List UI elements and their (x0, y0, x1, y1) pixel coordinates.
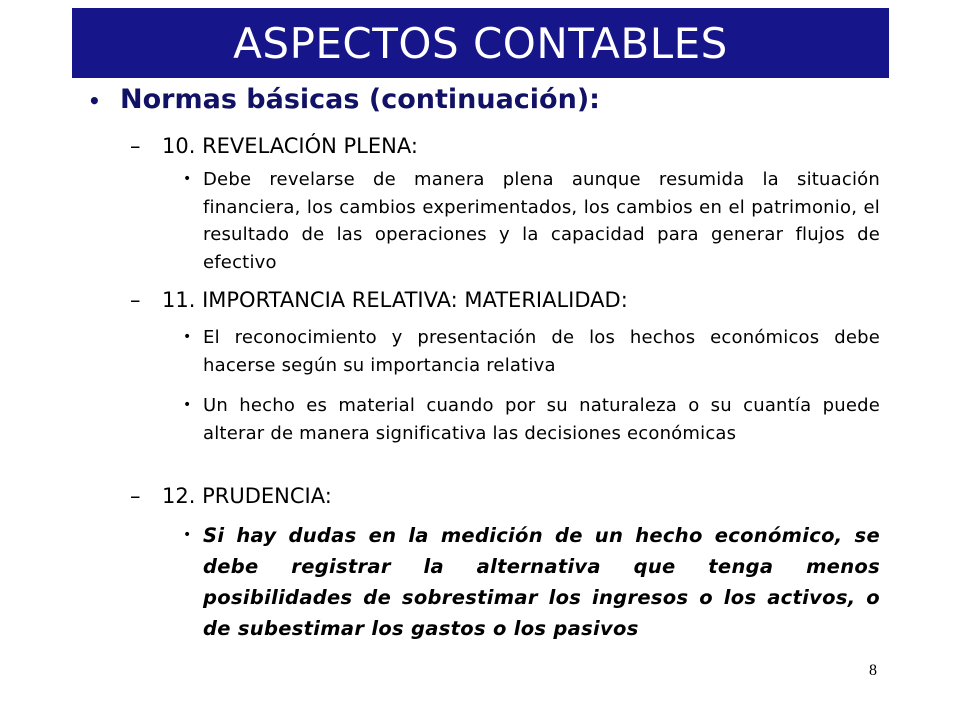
bullet: • (183, 527, 192, 543)
list-item (183, 324, 880, 379)
section-heading-text: 10. REVELACIÓN PLENA: (162, 134, 418, 158)
page-number: 8 (869, 662, 877, 679)
slide-title: ASPECTOS CONTABLES (233, 18, 728, 68)
bullet: • (88, 89, 101, 113)
bullet: • (183, 171, 192, 187)
bullet: • (183, 329, 192, 345)
list-item (183, 392, 880, 447)
list-item-text: El reconocimiento y presentación de los hechos económicos debe hacerse según su importancia relativa (203, 327, 880, 376)
list-item (183, 520, 880, 644)
list-item-text: Un hecho es material cuando por su naturaleza o su cuantía puede alterar de manera significativa las decisiones económicas (203, 395, 880, 444)
dash: – (130, 288, 141, 312)
section-heading-text: 11. IMPORTANCIA RELATIVA: MATERIALIDAD: (162, 288, 628, 312)
subtitle: Normas básicas (continuación): (120, 84, 600, 115)
list-item-text: Si hay dudas en la medición de un hecho económico, se debe registrar la alternativa que tenga menos posibilidades de sobrestimar los ingresos o los activos, o de subestimar los gastos o los pasivos (203, 524, 880, 640)
list-item (183, 166, 880, 276)
dash: – (130, 134, 141, 158)
dash: – (130, 484, 141, 508)
section-heading-revelacion (130, 134, 890, 158)
title-bar (72, 8, 889, 78)
section-heading-materialidad (130, 288, 890, 312)
list-item-text: Debe revelarse de manera plena aunque resumida la situación financiera, los cambios experimentados, los cambios en el patrimonio, el resultado de las operaciones y la capacidad para generar flujos de efectivo (203, 169, 880, 273)
section-heading-prudencia (130, 484, 890, 508)
subtitle-row (88, 84, 888, 115)
bullet: • (183, 397, 192, 413)
section-heading-text: 12. PRUDENCIA: (162, 484, 332, 508)
